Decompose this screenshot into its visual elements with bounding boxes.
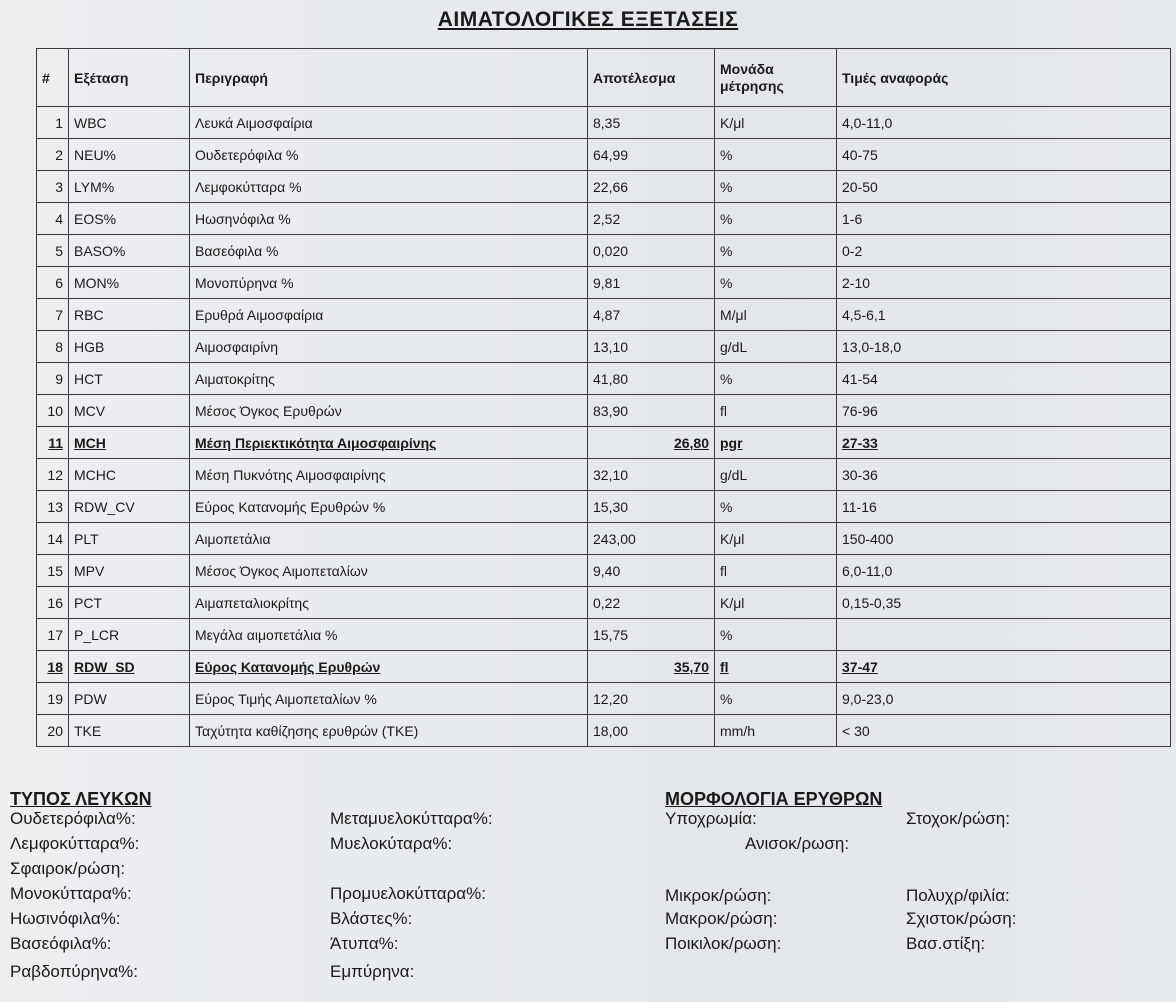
wbc-label-promyelocytes: Προμυελοκύτταρα%:	[330, 884, 486, 903]
cell-test: BASO%	[69, 235, 190, 267]
rbc-morphology-title: ΜΟΡΦΟΛΟΓΙΑ ΕΡΥΘΡΩΝ	[665, 789, 883, 809]
cell-unit: %	[715, 683, 837, 715]
wbc-label-eosinophils: Ηωσινόφιλα%:	[10, 909, 121, 928]
cell-unit: pgr	[715, 427, 837, 459]
cell-description: Μέσος Όγκος Αιμοπεταλίων	[190, 555, 588, 587]
col-header-test: Εξέταση	[69, 49, 190, 107]
cell-test: RDW_CV	[69, 491, 190, 523]
cell-result: 41,80	[588, 363, 715, 395]
cell-reference: 150-400	[837, 523, 1171, 555]
table-row	[37, 619, 1171, 651]
cell-reference: 76-96	[837, 395, 1171, 427]
cell-description: Αιμοπετάλια	[190, 523, 588, 555]
cell-num: 11	[37, 427, 69, 459]
cell-reference: 0-2	[837, 235, 1171, 267]
cell-result: 12,20	[588, 683, 715, 715]
cell-description: Μέση Πυκνότης Αιμοσφαιρίνης	[190, 459, 588, 491]
cell-unit: K/μl	[715, 587, 837, 619]
cell-description: Λεμφοκύτταρα %	[190, 171, 588, 203]
cell-test: RBC	[69, 299, 190, 331]
wbc-label-metamyelocytes: Μεταμυελοκύτταρα%:	[330, 809, 493, 828]
cell-description: Μέση Περιεκτικότητα Αιμοσφαιρίνης	[190, 427, 588, 459]
table-header-row	[37, 49, 1171, 107]
wbc-label-neutrophils: Ουδετερόφιλα%:	[10, 809, 136, 828]
table-row	[37, 331, 1171, 363]
col-header-unit	[715, 49, 837, 107]
cell-result: 32,10	[588, 459, 715, 491]
table-row	[37, 139, 1171, 171]
cell-description: Ερυθρά Αιμοσφαίρια	[190, 299, 588, 331]
cell-test: MCHC	[69, 459, 190, 491]
cell-unit: K/μl	[715, 107, 837, 139]
cell-result: 0,22	[588, 587, 715, 619]
col-header-description: Περιγραφή	[190, 49, 588, 107]
cell-num: 18	[37, 651, 69, 683]
wbc-label-myelocytes: Μυελοκύταρα%:	[330, 834, 453, 853]
cell-test: HGB	[69, 331, 190, 363]
table-row	[37, 715, 1171, 747]
cell-reference: 40-75	[837, 139, 1171, 171]
cell-result: 83,90	[588, 395, 715, 427]
cell-description: Ταχύτητα καθίζησης ερυθρών (TKE)	[190, 715, 588, 747]
cell-unit: %	[715, 203, 837, 235]
cell-unit: %	[715, 139, 837, 171]
table-row	[37, 651, 1171, 683]
cell-unit: g/dL	[715, 331, 837, 363]
cell-num: 7	[37, 299, 69, 331]
cell-unit: %	[715, 267, 837, 299]
cell-num: 16	[37, 587, 69, 619]
cell-reference: 37-47	[837, 651, 1171, 683]
cell-description: Αιματοκρίτης	[190, 363, 588, 395]
table-row	[37, 107, 1171, 139]
cell-num: 15	[37, 555, 69, 587]
cell-description: Αιμοσφαιρίνη	[190, 331, 588, 363]
rbc-label-schistocytes: Σχιστοκ/ρώση:	[906, 909, 1017, 928]
cell-test: PCT	[69, 587, 190, 619]
table-row	[37, 235, 1171, 267]
cell-description: Μεγάλα αιμοπετάλια %	[190, 619, 588, 651]
table-row	[37, 459, 1171, 491]
col-header-unit-line2: μέτρησης	[720, 77, 784, 94]
cell-description: Εύρος Τιμής Αιμοπεταλίων %	[190, 683, 588, 715]
cell-num: 8	[37, 331, 69, 363]
cell-result: 9,40	[588, 555, 715, 587]
report-title: ΑΙΜΑΤΟΛΟΓΙΚΕΣ ΕΞΕΤΑΣΕΙΣ	[437, 8, 739, 31]
results-table	[36, 48, 1171, 747]
cell-test: EOS%	[69, 203, 190, 235]
wbc-label-nucleated: Εμπύρηνα:	[330, 962, 415, 981]
cell-reference: 1-6	[837, 203, 1171, 235]
cell-reference: 6,0-11,0	[837, 555, 1171, 587]
rbc-label-basophilic-stippling: Βασ.στίξη:	[906, 934, 986, 953]
cell-result: 0,020	[588, 235, 715, 267]
cell-result: 15,75	[588, 619, 715, 651]
cell-result: 8,35	[588, 107, 715, 139]
cell-description: Ουδετερόφιλα %	[190, 139, 588, 171]
rbc-label-hypochromia: Υποχρωμία:	[665, 809, 757, 828]
cell-unit: mm/h	[715, 715, 837, 747]
cell-unit: fl	[715, 395, 837, 427]
table-row	[37, 171, 1171, 203]
table-row	[37, 395, 1171, 427]
table-row	[37, 267, 1171, 299]
cell-reference: < 30	[837, 715, 1171, 747]
rbc-label-poikilocytosis: Ποικιλοκ/ρωση:	[665, 934, 782, 953]
cell-test: MCV	[69, 395, 190, 427]
rbc-label-microcytosis: Μικροκ/ρώση:	[665, 886, 772, 905]
cell-unit: %	[715, 619, 837, 651]
cell-reference: 9,0-23,0	[837, 683, 1171, 715]
cell-unit: %	[715, 363, 837, 395]
cell-num: 3	[37, 171, 69, 203]
wbc-label-lymphocytes: Λεμφοκύτταρα%:	[10, 834, 140, 853]
cell-description: Εύρος Κατανομής Ερυθρών %	[190, 491, 588, 523]
table-row	[37, 363, 1171, 395]
cell-unit: %	[715, 171, 837, 203]
wbc-label-spherocytosis: Σφαιροκ/ρώση:	[10, 859, 126, 878]
col-header-reference: Τιμές αναφοράς	[837, 49, 1171, 107]
cell-test: MCH	[69, 427, 190, 459]
cell-num: 10	[37, 395, 69, 427]
cell-result: 35,70	[588, 651, 715, 683]
cell-result: 243,00	[588, 523, 715, 555]
cell-description: Εύρος Κατανομής Ερυθρών	[190, 651, 588, 683]
cell-num: 1	[37, 107, 69, 139]
wbc-label-blasts: Βλάστες%:	[330, 909, 413, 928]
table-row	[37, 555, 1171, 587]
cell-reference: 20-50	[837, 171, 1171, 203]
table-row	[37, 683, 1171, 715]
cell-description: Αιμαπεταλιοκρίτης	[190, 587, 588, 619]
cell-reference	[837, 619, 1171, 651]
rbc-label-target-cells: Στοχοκ/ρώση:	[906, 809, 1010, 828]
cell-test: WBC	[69, 107, 190, 139]
cell-result: 22,66	[588, 171, 715, 203]
cell-reference: 41-54	[837, 363, 1171, 395]
cell-result: 9,81	[588, 267, 715, 299]
cell-test: NEU%	[69, 139, 190, 171]
cell-result: 4,87	[588, 299, 715, 331]
cell-test: HCT	[69, 363, 190, 395]
cell-description: Ηωσηνόφιλα %	[190, 203, 588, 235]
wbc-label-atypical: Άτυπα%:	[330, 934, 399, 953]
cell-test: LYM%	[69, 171, 190, 203]
cell-test: P_LCR	[69, 619, 190, 651]
cell-reference: 27-33	[837, 427, 1171, 459]
cell-unit: fl	[715, 555, 837, 587]
table-row	[37, 587, 1171, 619]
cell-test: MON%	[69, 267, 190, 299]
cell-result: 2,52	[588, 203, 715, 235]
cell-num: 4	[37, 203, 69, 235]
cell-reference: 30-36	[837, 459, 1171, 491]
table-row	[37, 523, 1171, 555]
cell-unit: g/dL	[715, 459, 837, 491]
col-header-unit-line1: Μονάδα	[720, 60, 774, 77]
cell-result: 18,00	[588, 715, 715, 747]
cell-result: 26,80	[588, 427, 715, 459]
cell-unit: %	[715, 235, 837, 267]
wbc-type-title: ΤΥΠΟΣ ΛΕΥΚΩΝ	[10, 789, 152, 809]
col-header-result: Αποτέλεσμα	[588, 49, 715, 107]
cell-test: PDW	[69, 683, 190, 715]
wbc-label-monocytes: Μονοκύτταρα%:	[10, 884, 132, 903]
cell-num: 20	[37, 715, 69, 747]
cell-reference: 4,0-11,0	[837, 107, 1171, 139]
cell-num: 14	[37, 523, 69, 555]
rbc-label-anisocytosis: Ανισοκ/ρωση:	[745, 834, 850, 853]
table-row	[37, 299, 1171, 331]
cell-reference: 4,5-6,1	[837, 299, 1171, 331]
cell-test: PLT	[69, 523, 190, 555]
cell-num: 19	[37, 683, 69, 715]
cell-reference: 2-10	[837, 267, 1171, 299]
rbc-label-macrocytosis: Μακροκ/ρώση:	[665, 909, 778, 928]
cell-reference: 13,0-18,0	[837, 331, 1171, 363]
cell-reference: 11-16	[837, 491, 1171, 523]
cell-test: MPV	[69, 555, 190, 587]
cell-reference: 0,15-0,35	[837, 587, 1171, 619]
cell-description: Μέσος Όγκος Ερυθρών	[190, 395, 588, 427]
cell-unit: %	[715, 491, 837, 523]
cell-test: TKE	[69, 715, 190, 747]
table-row	[37, 203, 1171, 235]
cell-description: Μονοπύρηνα %	[190, 267, 588, 299]
col-header-num: #	[37, 49, 69, 107]
cell-num: 13	[37, 491, 69, 523]
cell-num: 12	[37, 459, 69, 491]
rbc-label-polychromasia: Πολυχρ/φιλία:	[906, 886, 1010, 905]
cell-description: Βασεόφιλα %	[190, 235, 588, 267]
table-row	[37, 427, 1171, 459]
cell-num: 9	[37, 363, 69, 395]
cell-description: Λευκά Αιμοσφαίρια	[190, 107, 588, 139]
cell-unit: M/μl	[715, 299, 837, 331]
cell-num: 6	[37, 267, 69, 299]
cell-result: 13,10	[588, 331, 715, 363]
wbc-label-bands: Ραβδοπύρηνα%:	[10, 962, 138, 981]
cell-unit: K/μl	[715, 523, 837, 555]
cell-result: 15,30	[588, 491, 715, 523]
cell-num: 17	[37, 619, 69, 651]
table-row	[37, 491, 1171, 523]
wbc-label-basophils: Βασεόφιλα%:	[10, 934, 112, 953]
cell-num: 2	[37, 139, 69, 171]
cell-result: 64,99	[588, 139, 715, 171]
cell-test: RDW_SD	[69, 651, 190, 683]
cell-num: 5	[37, 235, 69, 267]
cell-unit: fl	[715, 651, 837, 683]
